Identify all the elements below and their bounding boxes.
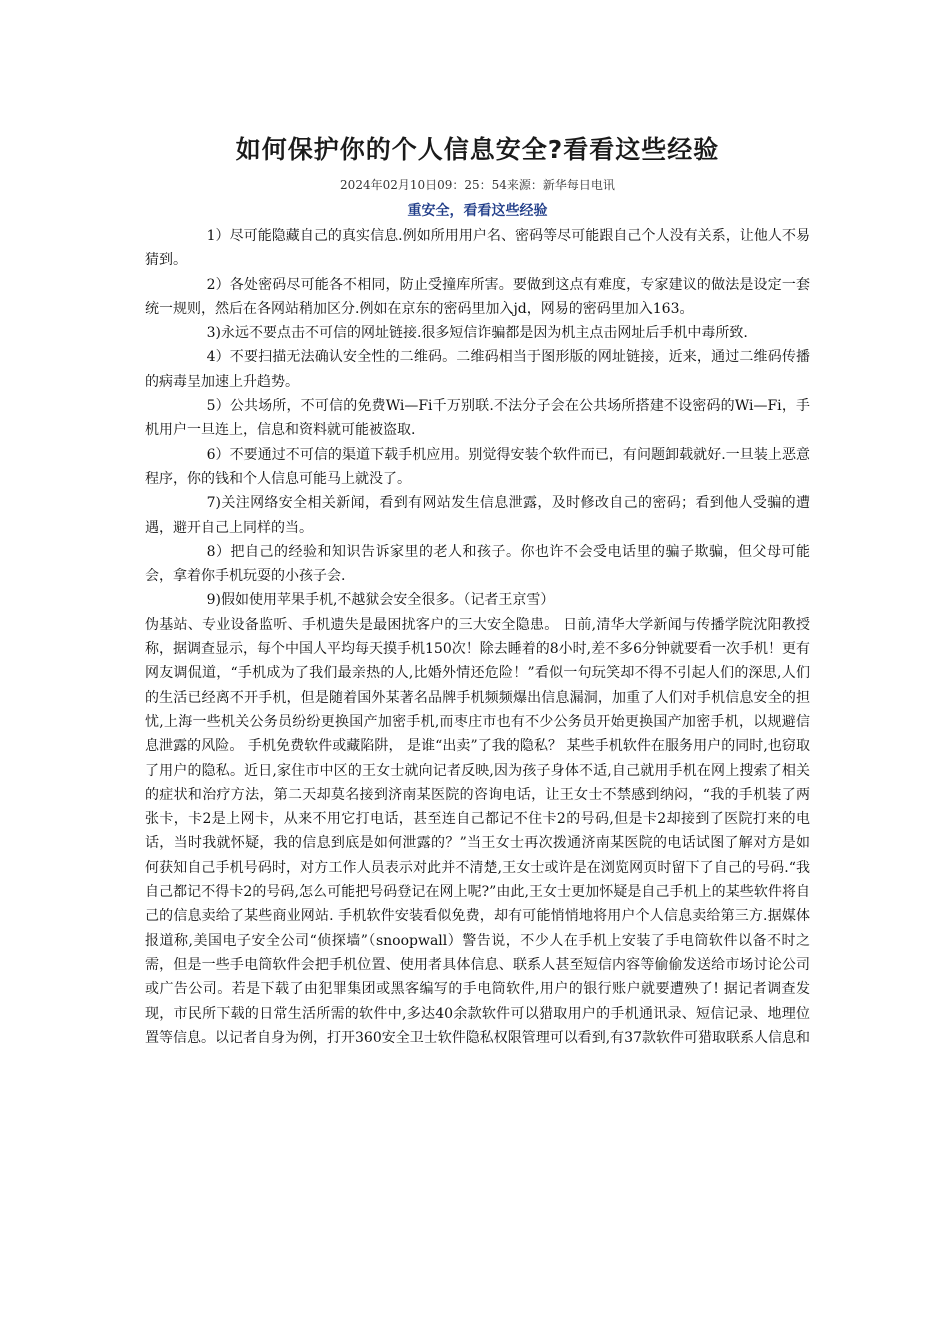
tip-paragraph: 8）把自己的经验和知识告诉家里的老人和孩子。你也许不会受电话里的骗子欺骗，但父母可能会，拿着你手机玩耍的小孩子会. xyxy=(145,543,810,585)
tip-paragraph: 1）尽可能隐藏自己的真实信息.例如所用用户名、密码等尽可能跟自己个人没有关系，让他人不易猜到。 xyxy=(145,228,810,269)
article-body xyxy=(145,224,810,1050)
news-paragraph: 伪基站、专业设备监听、手机遗失是最困扰客户的三大安全隐患。 日前,清华大学新闻与传播学院沈阳教授称，据调查显示，每个中国人平均每天摸手机150次！除去睡着的8小时,差不多6分钟就要看一次手机！更有网友调侃道，“手机成为了我们最亲热的人,比婚外情还危险！”看似一句玩笑却不得不引起人们的深思,人们的生活已经离不开手机，但是随着国外某著名品牌手机频频爆出信息漏洞，加重了人们对手机信息安全的担忧,上海一些机关公务员纷纷更换国产加密手机,而枣庄市也有不少公务员开始更换国产加密手机，以规避信息泄露的风险。 手机免费软件或藏陷阱， 是谁“出卖”了我的隐私？ 某些手机软件在服务用户的同时,也窃取了用户的隐私。近日,家住市中区的王女士就向记者反映,因为孩子身体不适,自己就用手机在网上搜索了相关的症状和治疗方法，第二天却莫名接到济南某医院的咨询电话，让王女士不禁感到纳闷，“我的手机装了两张卡，卡2是上网卡，从来不用它打电话，甚至连自己都记不住卡2的号码,但是卡2却接到了医院打来的电话，当时我就怀疑，我的信息到底是如何泄露的？”当王女士再次拨通济南某医院的电话试图了解对方是如何获知自己手机号码时，对方工作人员表示对此并不清楚,王女士或许是在浏览网页时留下了自己的号码.“我自己都记不得卡2的号码,怎么可能把号码登记在网上呢?”由此,王女士更加怀疑是自己手机上的某些软件将自己的信息卖给了某些商业网站. 手机软件安装看似免费，却有可能悄悄地将用户个人信息卖给第三方.据媒体报道称,美国电子安全公司“侦探墙”（snoopwall）警告说，不少人在手机上安装了手电筒软件以备不时之需，但是一些手电筒软件会把手机位置、使用者具体信息、联系人甚至短信内容等偷偷发送给市场讨论公司或广告公司。若是下载了由犯罪集团或黑客编写的手电筒软件,用户的银行账户就要遭殃了! 据记者调查发现，市民所下载的日常生活所需的软件中,多达40余款软件可以猎取用户的手机通讯录、短信记录、地理位置等信息。以记者自身为例，打开360安全卫士软件隐私权限管理可以看到,有37款软件可猎取联系人信息和 xyxy=(145,616,810,1046)
article-meta: 2024年02月10日09：25：54来源：新华每日电讯 xyxy=(340,178,615,192)
tip-paragraph: 6）不要通过不可信的渠道下载手机应用。别觉得安装个软件而已，有问题卸载就好.一旦装上恶意程序，你的钱和个人信息可能马上就没了。 xyxy=(145,446,810,487)
tip-paragraph: 2）各处密码尽可能各不相同，防止受撞库所害。要做到这点有难度，专家建议的做法是设定一套统一规则，然后在各网站稍加区分.例如在京东的密码里加入jd，网易的密码里加入163。 xyxy=(145,276,810,317)
tip-paragraph: 5）公共场所，不可信的免费Wi—Fi千万别联.不法分子会在公共场所搭建不设密码的Wi—Fi，手机用户一旦连上，信息和资料就可能被盗取. xyxy=(145,398,810,439)
tip-paragraph: 4）不要扫描无法确认安全性的二维码。二维码相当于图形版的网址链接，近来，通过二维码传播的病毒呈加速上升趋势。 xyxy=(145,349,810,390)
article-title: 如何保护你的个人信息安全?看看这些经验 xyxy=(235,135,720,164)
tip-paragraph: 3)永远不要点击不可信的网址链接.很多短信诈骗都是因为机主点击网址后手机中毒所致. xyxy=(206,325,748,342)
tip-paragraph: 9)假如使用苹果手机,不越狱会安全很多。（记者王京雪） xyxy=(206,592,555,609)
tip-paragraph: 7)关注网络安全相关新闻，看到有网站发生信息泄露，及时修改自己的密码；看到他人受骗的遭遇，避开自己上同样的当。 xyxy=(145,495,810,536)
article-subheading: 重安全，看看这些经验 xyxy=(407,203,548,219)
